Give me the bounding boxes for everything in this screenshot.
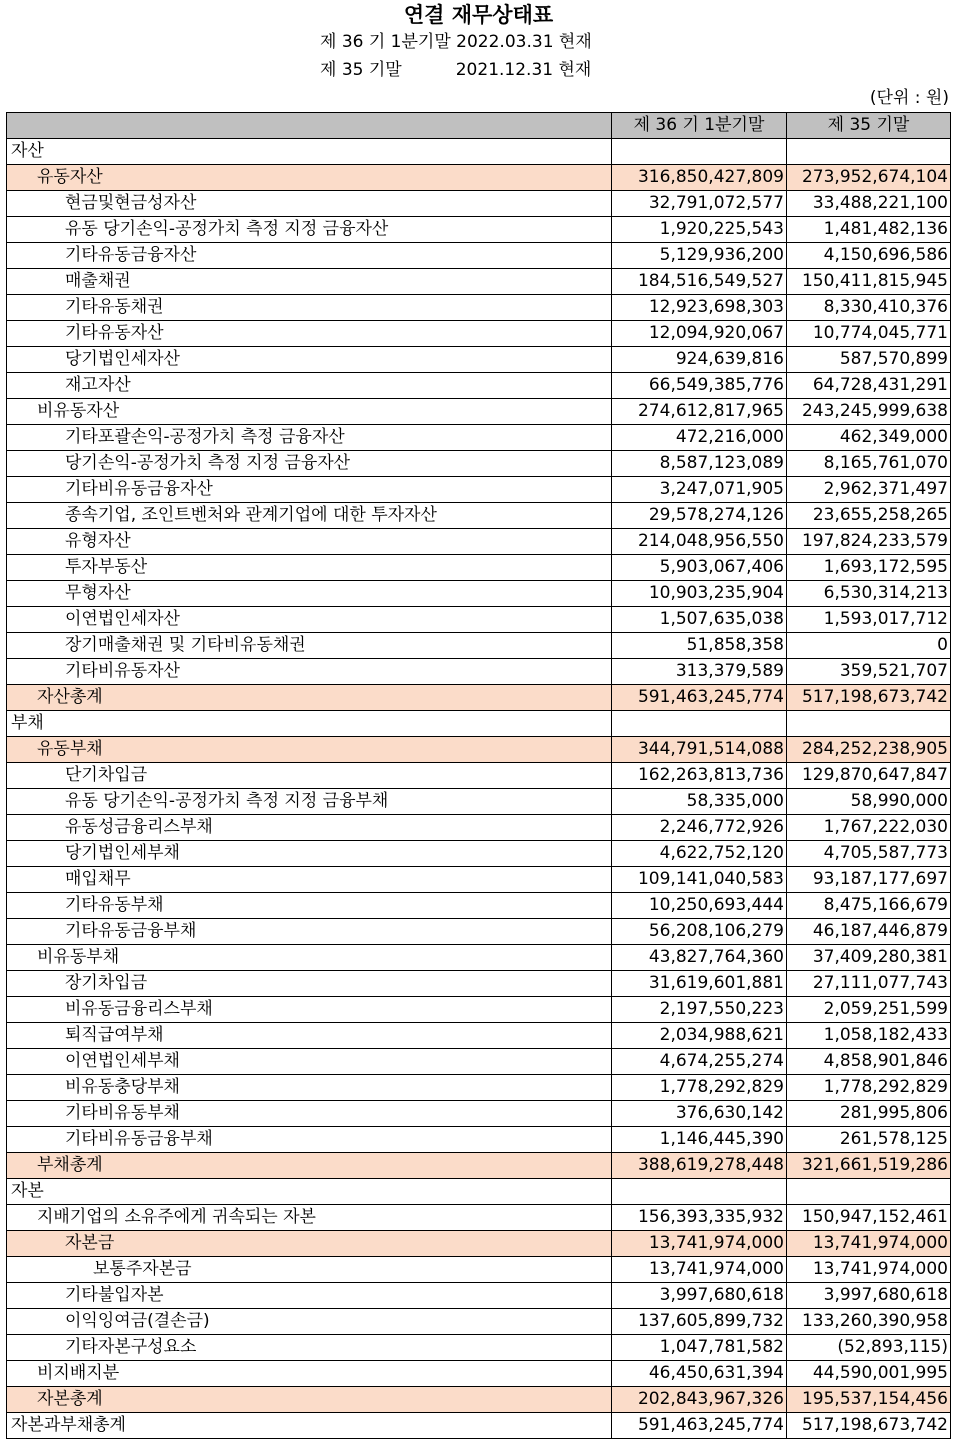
row-label: 비지배지분 bbox=[7, 1361, 612, 1387]
table-row bbox=[7, 529, 951, 555]
row-label: 기타포괄손익-공정가치 측정 금융자산 bbox=[7, 425, 612, 451]
row-label: 유동성금융리스부채 bbox=[7, 815, 612, 841]
row-value-current: 591,463,245,774 bbox=[612, 685, 787, 711]
table-row bbox=[7, 139, 951, 165]
row-value-current: 137,605,899,732 bbox=[612, 1309, 787, 1335]
table-row bbox=[7, 919, 951, 945]
row-value-prior: 44,590,001,995 bbox=[787, 1361, 951, 1387]
table-row bbox=[7, 165, 951, 191]
table-row bbox=[7, 1127, 951, 1153]
row-value-current: 162,263,813,736 bbox=[612, 763, 787, 789]
table-row bbox=[7, 737, 951, 763]
row-value-current: 58,335,000 bbox=[612, 789, 787, 815]
row-value-current: 1,778,292,829 bbox=[612, 1075, 787, 1101]
row-value-prior: 1,778,292,829 bbox=[787, 1075, 951, 1101]
table-row bbox=[7, 607, 951, 633]
table-row bbox=[7, 945, 951, 971]
row-label: 비유동금융리스부채 bbox=[7, 997, 612, 1023]
table-row bbox=[7, 1309, 951, 1335]
row-value-prior: 261,578,125 bbox=[787, 1127, 951, 1153]
row-label: 장기차입금 bbox=[7, 971, 612, 997]
row-value-current bbox=[612, 1179, 787, 1205]
row-label: 단기차입금 bbox=[7, 763, 612, 789]
table-row bbox=[7, 503, 951, 529]
row-value-current: 13,741,974,000 bbox=[612, 1231, 787, 1257]
table-row bbox=[7, 997, 951, 1023]
row-value-current: 1,146,445,390 bbox=[612, 1127, 787, 1153]
column-header-prior: 제 35 기말 bbox=[787, 113, 951, 139]
row-label: 유동자산 bbox=[7, 165, 612, 191]
row-label: 자본총계 bbox=[7, 1387, 612, 1413]
row-value-prior: 1,693,172,595 bbox=[787, 555, 951, 581]
table-row bbox=[7, 1283, 951, 1309]
row-label: 비유동자산 bbox=[7, 399, 612, 425]
row-value-prior: 587,570,899 bbox=[787, 347, 951, 373]
table-row bbox=[7, 633, 951, 659]
row-value-current: 184,516,549,527 bbox=[612, 269, 787, 295]
row-value-prior: 4,705,587,773 bbox=[787, 841, 951, 867]
row-value-prior: 273,952,674,104 bbox=[787, 165, 951, 191]
row-label: 유동 당기손익-공정가치 측정 지정 금융자산 bbox=[7, 217, 612, 243]
row-value-current: 13,741,974,000 bbox=[612, 1257, 787, 1283]
row-value-current: 4,674,255,274 bbox=[612, 1049, 787, 1075]
row-value-current: 313,379,589 bbox=[612, 659, 787, 685]
row-value-current: 2,246,772,926 bbox=[612, 815, 787, 841]
row-value-current: 344,791,514,088 bbox=[612, 737, 787, 763]
row-value-prior: 1,058,182,433 bbox=[787, 1023, 951, 1049]
row-label: 매입채무 bbox=[7, 867, 612, 893]
row-value-current: 46,450,631,394 bbox=[612, 1361, 787, 1387]
row-label: 유형자산 bbox=[7, 529, 612, 555]
row-value-current: 202,843,967,326 bbox=[612, 1387, 787, 1413]
row-label: 비유동부채 bbox=[7, 945, 612, 971]
row-value-prior: 0 bbox=[787, 633, 951, 659]
row-value-current: 214,048,956,550 bbox=[612, 529, 787, 555]
row-label: 기타비유동부채 bbox=[7, 1101, 612, 1127]
row-label: 자본금 bbox=[7, 1231, 612, 1257]
table-row bbox=[7, 451, 951, 477]
row-value-current: 12,094,920,067 bbox=[612, 321, 787, 347]
row-label: 부채총계 bbox=[7, 1153, 612, 1179]
row-label: 당기법인세부채 bbox=[7, 841, 612, 867]
table-row bbox=[7, 295, 951, 321]
row-value-current: 924,639,816 bbox=[612, 347, 787, 373]
row-value-current: 3,997,680,618 bbox=[612, 1283, 787, 1309]
row-value-prior: 1,593,017,712 bbox=[787, 607, 951, 633]
row-value-current: 29,578,274,126 bbox=[612, 503, 787, 529]
table-row bbox=[7, 347, 951, 373]
row-value-prior bbox=[787, 711, 951, 737]
row-value-current: 66,549,385,776 bbox=[612, 373, 787, 399]
table-row bbox=[7, 1023, 951, 1049]
row-value-prior: 27,111,077,743 bbox=[787, 971, 951, 997]
row-value-current: 3,247,071,905 bbox=[612, 477, 787, 503]
period-prior-line: 제 35 기말 2021.12.31 현재 bbox=[320, 60, 592, 80]
row-value-current: 51,858,358 bbox=[612, 633, 787, 659]
row-value-prior: 359,521,707 bbox=[787, 659, 951, 685]
table-row bbox=[7, 1257, 951, 1283]
row-value-current: 274,612,817,965 bbox=[612, 399, 787, 425]
row-value-current: 8,587,123,089 bbox=[612, 451, 787, 477]
row-label: 무형자산 bbox=[7, 581, 612, 607]
table-row bbox=[7, 893, 951, 919]
row-value-prior: 2,059,251,599 bbox=[787, 997, 951, 1023]
row-value-current: 1,507,635,038 bbox=[612, 607, 787, 633]
table-row bbox=[7, 763, 951, 789]
row-value-prior: 46,187,446,879 bbox=[787, 919, 951, 945]
table-row bbox=[7, 1361, 951, 1387]
row-value-prior: 1,767,222,030 bbox=[787, 815, 951, 841]
row-value-prior: 517,198,673,742 bbox=[787, 685, 951, 711]
row-label: 기타유동금융자산 bbox=[7, 243, 612, 269]
row-value-prior: 2,962,371,497 bbox=[787, 477, 951, 503]
row-label: 지배기업의 소유주에게 귀속되는 자본 bbox=[7, 1205, 612, 1231]
row-label: 자본 bbox=[7, 1179, 612, 1205]
row-value-current: 12,923,698,303 bbox=[612, 295, 787, 321]
row-value-current: 10,250,693,444 bbox=[612, 893, 787, 919]
table-row bbox=[7, 659, 951, 685]
row-value-prior: 3,997,680,618 bbox=[787, 1283, 951, 1309]
row-label: 퇴직급여부채 bbox=[7, 1023, 612, 1049]
row-label: 유동 당기손익-공정가치 측정 지정 금융부채 bbox=[7, 789, 612, 815]
row-value-prior: 8,330,410,376 bbox=[787, 295, 951, 321]
row-value-prior: 13,741,974,000 bbox=[787, 1231, 951, 1257]
row-label: 투자부동산 bbox=[7, 555, 612, 581]
row-value-prior: 197,824,233,579 bbox=[787, 529, 951, 555]
row-value-prior: 129,870,647,847 bbox=[787, 763, 951, 789]
row-label: 비유동충당부채 bbox=[7, 1075, 612, 1101]
table-row bbox=[7, 841, 951, 867]
row-value-current: 388,619,278,448 bbox=[612, 1153, 787, 1179]
table-row bbox=[7, 711, 951, 737]
row-value-prior: 462,349,000 bbox=[787, 425, 951, 451]
row-value-prior: 58,990,000 bbox=[787, 789, 951, 815]
row-label: 기타비유동자산 bbox=[7, 659, 612, 685]
row-label: 기타불입자본 bbox=[7, 1283, 612, 1309]
row-value-current: 4,622,752,120 bbox=[612, 841, 787, 867]
table-row bbox=[7, 789, 951, 815]
table-row bbox=[7, 1231, 951, 1257]
row-value-prior: 243,245,999,638 bbox=[787, 399, 951, 425]
table-body bbox=[7, 139, 951, 1439]
row-value-current bbox=[612, 711, 787, 737]
row-value-prior: 4,150,696,586 bbox=[787, 243, 951, 269]
table-row bbox=[7, 1335, 951, 1361]
balance-sheet-table bbox=[6, 112, 951, 1439]
period-current-line: 제 36 기 1분기말 2022.03.31 현재 bbox=[320, 32, 592, 52]
row-value-prior: 284,252,238,905 bbox=[787, 737, 951, 763]
row-value-prior bbox=[787, 139, 951, 165]
row-label: 종속기업, 조인트벤처와 관계기업에 대한 투자자산 bbox=[7, 503, 612, 529]
table-row bbox=[7, 321, 951, 347]
table-row bbox=[7, 191, 951, 217]
table-row bbox=[7, 685, 951, 711]
row-value-prior: 8,165,761,070 bbox=[787, 451, 951, 477]
row-value-prior: 23,655,258,265 bbox=[787, 503, 951, 529]
row-label: 기타유동금융부채 bbox=[7, 919, 612, 945]
row-value-prior: 13,741,974,000 bbox=[787, 1257, 951, 1283]
row-value-prior: 150,411,815,945 bbox=[787, 269, 951, 295]
row-label: 기타유동부채 bbox=[7, 893, 612, 919]
row-label: 기타비유동금융자산 bbox=[7, 477, 612, 503]
table-row bbox=[7, 1413, 951, 1439]
row-label: 기타비유동금융부채 bbox=[7, 1127, 612, 1153]
row-label: 자산 bbox=[7, 139, 612, 165]
report-title: 연결 재무상태표 bbox=[403, 3, 554, 27]
row-value-prior: 195,537,154,456 bbox=[787, 1387, 951, 1413]
table-row bbox=[7, 581, 951, 607]
row-value-prior: 33,488,221,100 bbox=[787, 191, 951, 217]
row-value-prior: 10,774,045,771 bbox=[787, 321, 951, 347]
row-value-current: 156,393,335,932 bbox=[612, 1205, 787, 1231]
row-value-prior: 133,260,390,958 bbox=[787, 1309, 951, 1335]
table-row bbox=[7, 555, 951, 581]
table-row bbox=[7, 867, 951, 893]
row-value-prior: 1,481,482,136 bbox=[787, 217, 951, 243]
row-label: 유동부채 bbox=[7, 737, 612, 763]
row-label: 이익잉여금(결손금) bbox=[7, 1309, 612, 1335]
column-header-current: 제 36 기 1분기말 bbox=[612, 113, 787, 139]
table-row bbox=[7, 1205, 951, 1231]
row-label: 당기법인세자산 bbox=[7, 347, 612, 373]
table-row bbox=[7, 815, 951, 841]
row-value-prior: 4,858,901,846 bbox=[787, 1049, 951, 1075]
row-value-current: 1,920,225,543 bbox=[612, 217, 787, 243]
row-value-current: 43,827,764,360 bbox=[612, 945, 787, 971]
row-value-current: 56,208,106,279 bbox=[612, 919, 787, 945]
table-row bbox=[7, 1049, 951, 1075]
table-row bbox=[7, 373, 951, 399]
row-value-prior: 8,475,166,679 bbox=[787, 893, 951, 919]
row-value-current: 376,630,142 bbox=[612, 1101, 787, 1127]
row-label: 장기매출채권 및 기타비유동채권 bbox=[7, 633, 612, 659]
row-value-prior: 517,198,673,742 bbox=[787, 1413, 951, 1439]
row-value-current: 591,463,245,774 bbox=[612, 1413, 787, 1439]
row-label: 기타유동자산 bbox=[7, 321, 612, 347]
table-row bbox=[7, 425, 951, 451]
table-row bbox=[7, 477, 951, 503]
row-label: 보통주자본금 bbox=[7, 1257, 612, 1283]
row-label: 재고자산 bbox=[7, 373, 612, 399]
row-label: 기타유동채권 bbox=[7, 295, 612, 321]
row-label: 자산총계 bbox=[7, 685, 612, 711]
column-header-label bbox=[7, 113, 612, 139]
row-value-prior: 281,995,806 bbox=[787, 1101, 951, 1127]
row-value-current: 2,197,550,223 bbox=[612, 997, 787, 1023]
table-row bbox=[7, 1075, 951, 1101]
table-row bbox=[7, 399, 951, 425]
row-value-prior: 64,728,431,291 bbox=[787, 373, 951, 399]
row-label: 기타자본구성요소 bbox=[7, 1335, 612, 1361]
unit-label: (단위 : 원) bbox=[869, 88, 949, 108]
row-value-current: 32,791,072,577 bbox=[612, 191, 787, 217]
row-value-prior bbox=[787, 1179, 951, 1205]
row-label: 이연법인세부채 bbox=[7, 1049, 612, 1075]
table-row bbox=[7, 269, 951, 295]
row-label: 이연법인세자산 bbox=[7, 607, 612, 633]
row-label: 당기손익-공정가치 측정 지정 금융자산 bbox=[7, 451, 612, 477]
row-label: 자본과부채총계 bbox=[7, 1413, 612, 1439]
row-value-current: 316,850,427,809 bbox=[612, 165, 787, 191]
row-value-prior: 150,947,152,461 bbox=[787, 1205, 951, 1231]
row-value-current: 1,047,781,582 bbox=[612, 1335, 787, 1361]
row-value-current: 2,034,988,621 bbox=[612, 1023, 787, 1049]
row-value-current: 109,141,040,583 bbox=[612, 867, 787, 893]
row-value-current bbox=[612, 139, 787, 165]
row-value-prior: 321,661,519,286 bbox=[787, 1153, 951, 1179]
row-value-current: 10,903,235,904 bbox=[612, 581, 787, 607]
report-header bbox=[0, 0, 957, 110]
row-label: 매출채권 bbox=[7, 269, 612, 295]
table-row bbox=[7, 1387, 951, 1413]
table-row bbox=[7, 243, 951, 269]
row-value-prior: (52,893,115) bbox=[787, 1335, 951, 1361]
row-label: 부채 bbox=[7, 711, 612, 737]
table-header-row bbox=[7, 113, 951, 139]
row-value-prior: 37,409,280,381 bbox=[787, 945, 951, 971]
row-value-current: 472,216,000 bbox=[612, 425, 787, 451]
row-value-prior: 6,530,314,213 bbox=[787, 581, 951, 607]
row-value-current: 5,129,936,200 bbox=[612, 243, 787, 269]
table-row bbox=[7, 971, 951, 997]
table-row bbox=[7, 1153, 951, 1179]
table-row bbox=[7, 1179, 951, 1205]
row-value-current: 5,903,067,406 bbox=[612, 555, 787, 581]
row-value-prior: 93,187,177,697 bbox=[787, 867, 951, 893]
row-label: 현금및현금성자산 bbox=[7, 191, 612, 217]
row-value-current: 31,619,601,881 bbox=[612, 971, 787, 997]
table-row bbox=[7, 1101, 951, 1127]
table-row bbox=[7, 217, 951, 243]
